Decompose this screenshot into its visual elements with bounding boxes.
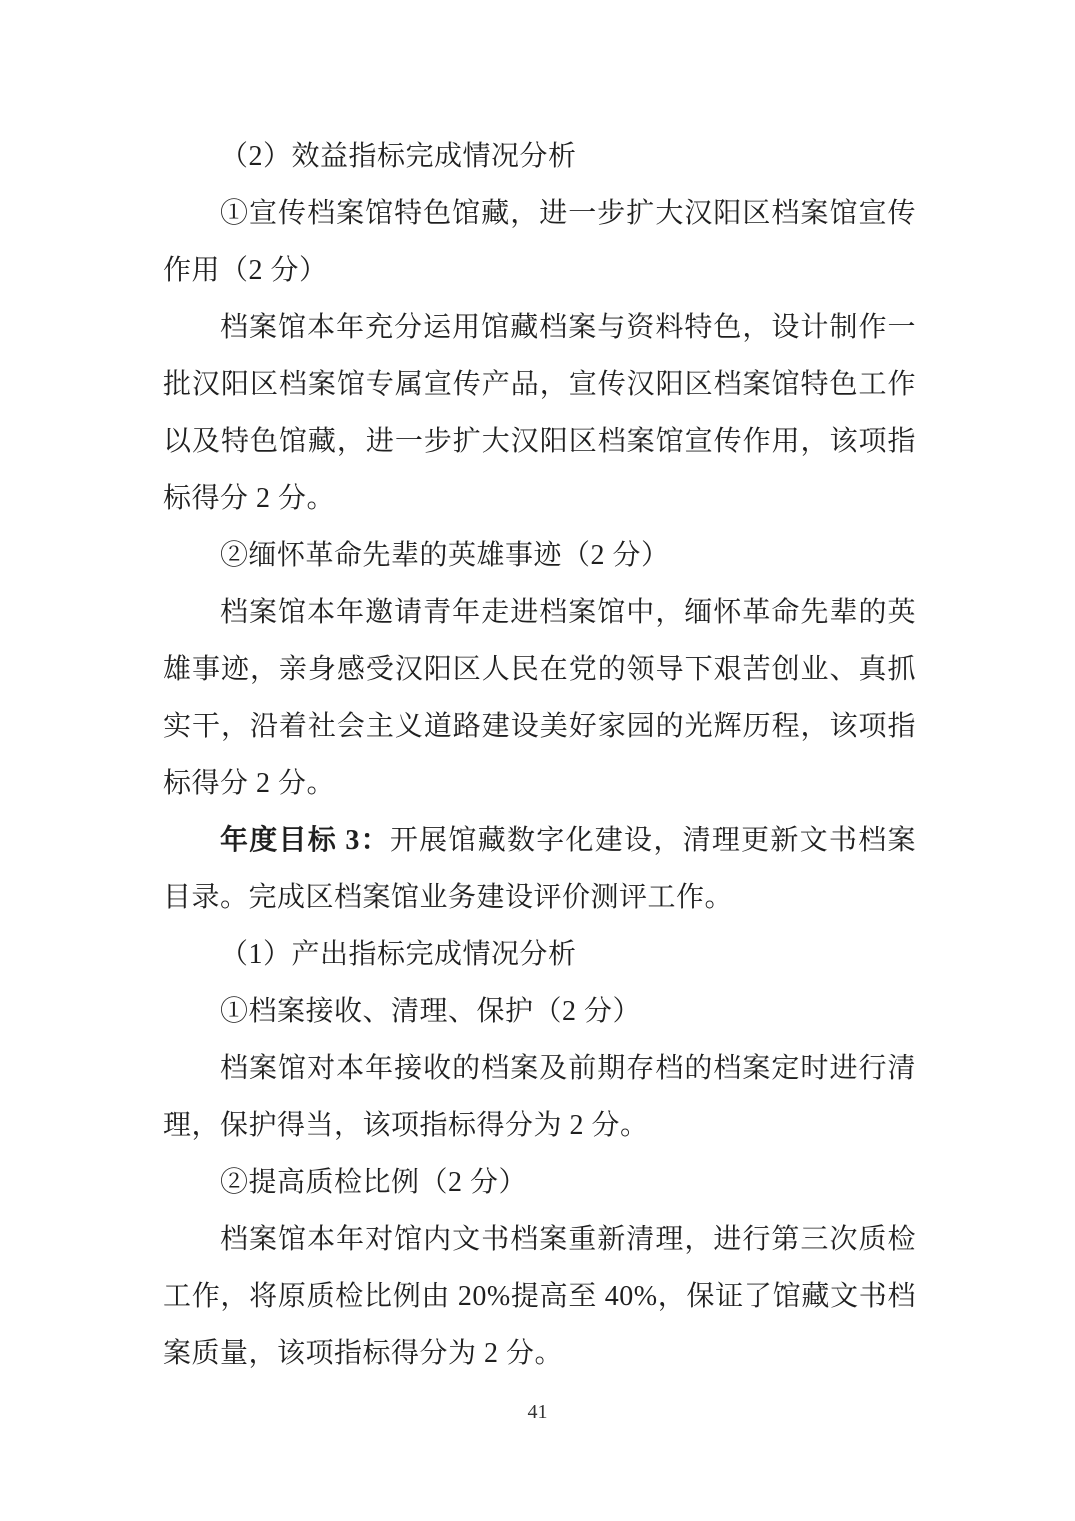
paragraph: ①宣传档案馆特色馆藏，进一步扩大汉阳区档案馆宣传作用（2 分） — [163, 198, 916, 286]
document-body — [163, 128, 916, 1382]
paragraph: ②缅怀革命先辈的英雄事迹（2 分） — [220, 540, 670, 571]
paragraph: ①档案接收、清理、保护（2 分） — [220, 996, 642, 1027]
page-footer — [0, 1398, 1075, 1426]
paragraph: 档案馆本年充分运用馆藏档案与资料特色，设计制作一批汉阳区档案馆专属宣传产品，宣传汉阳区档案馆特色工作以及特色馆藏，进一步扩大汉阳区档案馆宣传作用，该项指标得分 2 分。 — [163, 312, 916, 514]
paragraph: （1）产出指标完成情况分析 — [220, 939, 577, 970]
paragraph: ②提高质检比例（2 分） — [220, 1167, 528, 1198]
paragraph-annual-goal-heading: 年度目标 3：开展馆藏数字化建设，清理更新文书档案目录。完成区档案馆业务建设评价测评工作。 — [163, 825, 916, 913]
paragraph: 档案馆本年邀请青年走进档案馆中，缅怀革命先辈的英雄事迹，亲身感受汉阳区人民在党的领导下艰苦创业、真抓实干，沿着社会主义道路建设美好家园的光辉历程，该项指标得分 2 分。 — [163, 597, 916, 799]
page-number: 41 — [527, 1401, 548, 1423]
paragraph: 档案馆对本年接收的档案及前期存档的档案定时进行清理，保护得当，该项指标得分为 2 分。 — [163, 1053, 916, 1141]
paragraph: 档案馆本年对馆内文书档案重新清理，进行第三次质检工作，将原质检比例由 20%提高至 40%，保证了馆藏文书档案质量，该项指标得分为 2 分。 — [163, 1224, 916, 1369]
paragraph: （2）效益指标完成情况分析 — [220, 141, 577, 172]
annual-goal-label: 年度目标 3： — [220, 825, 390, 856]
